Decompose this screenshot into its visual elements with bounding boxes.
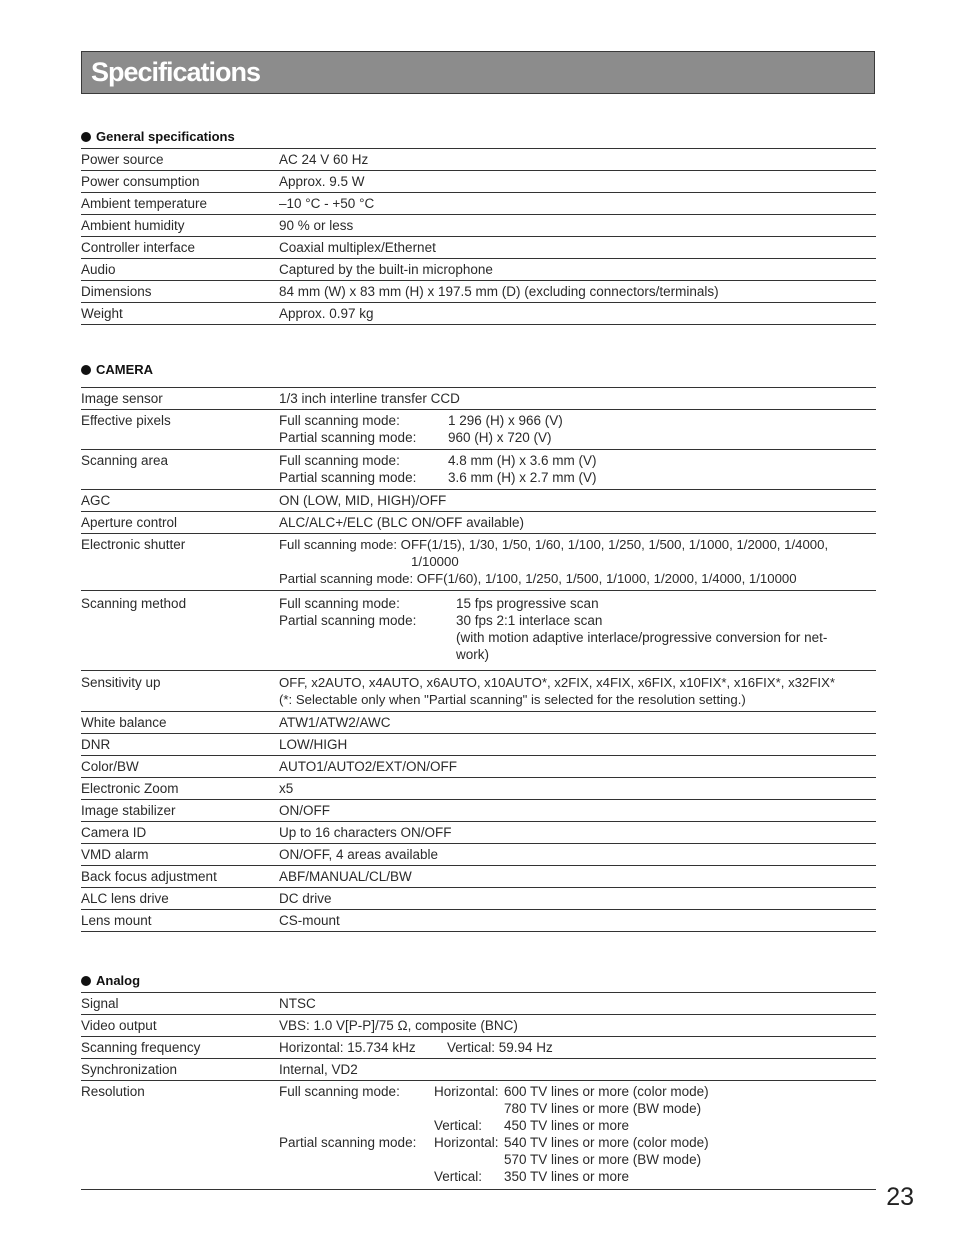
table-row <box>81 888 876 910</box>
table-row <box>81 866 876 888</box>
table-row: Image sensor 1/3 inch interline transfer CCD <box>81 388 876 410</box>
row-value: LOW/HIGH <box>279 737 348 752</box>
row-label: Power source <box>81 152 164 167</box>
row-label: Power consumption <box>81 174 200 189</box>
row-label: VMD alarm <box>81 847 149 862</box>
row-value: ABF/MANUAL/CL/BW <box>279 869 412 884</box>
row-value: 90 % or less <box>279 218 354 233</box>
row-value: CS-mount <box>279 913 340 928</box>
table-row <box>81 237 876 259</box>
row-label: Ambient humidity <box>81 218 185 233</box>
table-row: AGC ON (LOW, MID, HIGH)/OFF <box>81 490 876 512</box>
row-value: Approx. 0.97 kg <box>279 306 374 321</box>
title-bar <box>81 51 875 94</box>
row-value: DC drive <box>279 891 332 906</box>
bottom-rule <box>81 1189 876 1190</box>
table-row <box>81 910 876 932</box>
analog-spec-table <box>81 992 876 1188</box>
row-label: Electronic Zoom <box>81 781 179 796</box>
row-value: Up to 16 characters ON/OFF <box>279 825 452 840</box>
row-label: Ambient temperature <box>81 196 208 211</box>
row-label: Back focus adjustment <box>81 869 217 884</box>
table-row: Effective pixels Full scanning mode: 1 296 (H) x 966 (V) Partial scanning mode: 960 (H) x 720 (V) <box>81 410 876 450</box>
table-row <box>81 778 876 800</box>
table-row <box>81 215 876 237</box>
table-row: Resolution Full scanning mode: Horizontal: 600 TV lines or more (color mode) 780 TV lines or more (BW mode) Vertical: 450 TV lines or more Partial scanning mode: Horizontal: 540 TV lines or more (color mode) 570 TV lines or more (BW mode) Vertical: 350 TV lines or more <box>81 1084 709 1184</box>
page-title: Specifications <box>91 57 261 87</box>
camera-simple-rows <box>81 712 876 932</box>
row-label: White balance <box>81 715 167 730</box>
table-row <box>81 171 876 193</box>
table-row <box>81 822 876 844</box>
bullet-icon <box>81 976 91 986</box>
table-row: Video output VBS: 1.0 V[P-P]/75 Ω, composite (BNC) <box>81 1015 876 1037</box>
table-row <box>81 756 876 778</box>
row-value: Coaxial multiplex/Ethernet <box>279 240 436 255</box>
row-value: x5 <box>279 781 294 796</box>
row-value: 84 mm (W) x 83 mm (H) x 197.5 mm (D) (excluding connectors/terminals) <box>279 284 719 299</box>
row-label: Weight <box>81 306 123 321</box>
bullet-icon <box>81 132 91 142</box>
table-row: Scanning area Full scanning mode: 4.8 mm (H) x 3.6 mm (V) Partial scanning mode: 3.6 mm (H) x 2.7 mm (V) <box>81 450 876 490</box>
row-label: Color/BW <box>81 759 139 774</box>
table-row <box>81 844 876 866</box>
row-label: Audio <box>81 262 116 277</box>
table-row: Sensitivity up OFF, x2AUTO, x4AUTO, x6AUTO, x10AUTO*, x2FIX, x4FIX, x6FIX, x10FIX*, x16FIX*, x32FIX* (*: Selectable only when "Partial scanning" is selected for the resolution setting.) <box>81 671 876 712</box>
table-row: Scanning method Full scanning mode: 15 fps progressive scan Partial scanning mode: 30 fps 2:1 interlace scan (with motion adaptive interlace/progressive conversion for net- work) <box>81 591 876 671</box>
table-row: Electronic shutter Full scanning mode: OFF(1/15), 1/30, 1/50, 1/60, 1/100, 1/250, 1/500, 1/1000, 1/2000, 1/4000, 1/10000 Partial scanning mode: OFF(1/60), 1/100, 1/250, 1/500, 1/1000, 1/2000, 1/4000, 1/10000 <box>81 534 876 591</box>
row-value: AUTO1/AUTO2/EXT/ON/OFF <box>279 759 458 774</box>
table-row: Signal NTSC <box>81 993 876 1015</box>
row-label: Lens mount <box>81 913 152 928</box>
table-row: Synchronization Internal, VD2 <box>81 1059 876 1081</box>
bullet-icon <box>81 365 91 375</box>
row-label: Dimensions <box>81 284 152 299</box>
table-row <box>81 712 876 734</box>
section-heading-analog: Analog <box>81 973 140 988</box>
row-value: ON/OFF <box>279 803 330 818</box>
table-row <box>81 303 876 325</box>
row-value: ON/OFF, 4 areas available <box>279 847 439 862</box>
row-value: –10 °C - +50 °C <box>279 196 375 211</box>
row-label: Controller interface <box>81 240 196 255</box>
row-value: ATW1/ATW2/AWC <box>279 715 391 730</box>
table-row <box>81 259 876 281</box>
row-label: Camera ID <box>81 825 147 840</box>
table-row <box>81 149 876 171</box>
table-row: Scanning frequency Horizontal: 15.734 kHz Vertical: 59.94 Hz <box>81 1037 876 1059</box>
section-heading-general: General specifications <box>81 129 235 144</box>
table-row <box>81 193 876 215</box>
row-value: Captured by the built-in microphone <box>279 262 493 277</box>
row-value: Approx. 9.5 W <box>279 174 365 189</box>
row-value: AC 24 V 60 Hz <box>279 152 369 167</box>
row-label: DNR <box>81 737 111 752</box>
general-spec-table <box>81 148 876 325</box>
section-heading-camera: CAMERA <box>81 362 153 377</box>
camera-spec-table <box>81 387 876 932</box>
table-row <box>81 734 876 756</box>
table-row <box>81 800 876 822</box>
table-row <box>81 281 876 303</box>
row-label: Image stabilizer <box>81 803 176 818</box>
table-row: Aperture control ALC/ALC+/ELC (BLC ON/OFF available) <box>81 512 876 534</box>
page-number: 23 <box>886 1183 914 1211</box>
row-label: ALC lens drive <box>81 891 169 906</box>
